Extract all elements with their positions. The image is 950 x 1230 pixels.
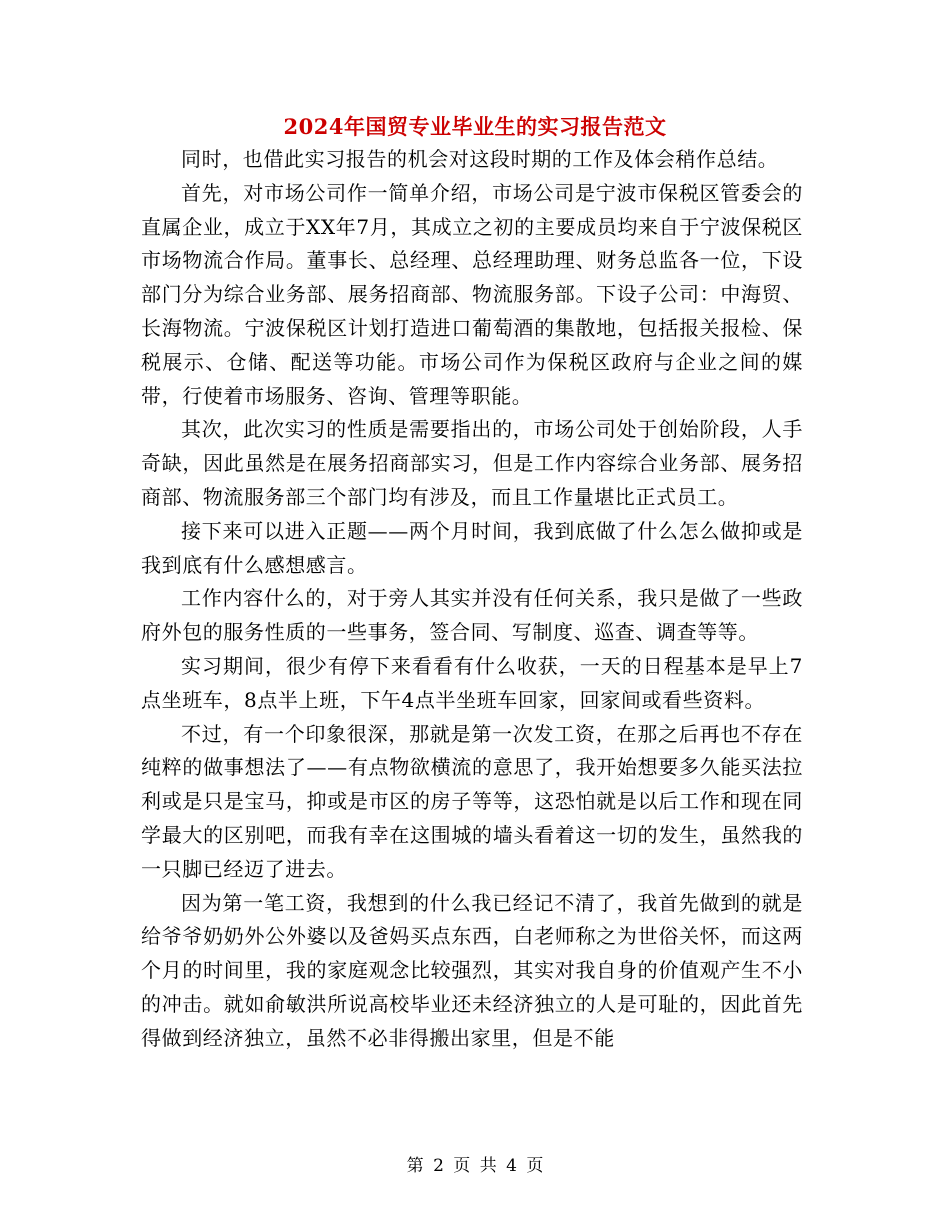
paragraph: 工作内容什么的，对于旁人其实并没有任何关系，我只是做了一些政府外包的服务性质的一些事务，签合同、写制度、巡查、调查等等。 — [141, 586, 803, 645]
paragraph: 不过，有一个印象很深，那就是第一次发工资，在那之后再也不存在纯粹的做事想法了——有点物欲横流的意思了，我开始想要多久能买法拉利或是只是宝马，抑或是市区的房子等等，这恐怕就是以后工作和现在同学最大的区别吧，而我有幸在这围城的墙头看着这一切的发生，虽然我的一只脚已经迈了进去。 — [141, 721, 803, 881]
document-body — [141, 143, 803, 1056]
paragraph: 因为第一笔工资，我想到的什么我已经记不清了，我首先做到的就是给爷爷奶奶外公外婆以及爸妈买点东西，白老师称之为世俗关怀，而这两个月的时间里，我的家庭观念比较强烈，其实对我自身的价值观产生不小的冲击。就如俞敏洪所说高校毕业还未经济独立的人是可耻的，因此首先得做到经济独立，虽然不必非得搬出家里，但是不能 — [141, 890, 803, 1050]
document-title: 2024年国贸专业毕业生的实习报告范文 — [283, 114, 667, 139]
paragraph: 其次，此次实习的性质是需要指出的，市场公司处于创始阶段，人手奇缺，因此虽然是在展务招商部实习，但是工作内容综合业务部、展务招商部、物流服务部三个部门均有涉及，而且工作量堪比正式员工。 — [141, 417, 803, 509]
paragraph: 同时，也借此实习报告的机会对这段时期的工作及体会稍作总结。 — [181, 147, 779, 171]
paragraph: 实习期间，很少有停下来看看有什么收获，一天的日程基本是早上7点坐班车，8点半上班，下午4点半坐班车回家，回家间或看些资料。 — [141, 653, 803, 712]
page-footer: 第 2 页 共 4 页 — [406, 1156, 544, 1176]
paragraph: 接下来可以进入正题——两个月时间，我到底做了什么怎么做抑或是我到底有什么感想感言。 — [141, 518, 803, 577]
paragraph: 首先，对市场公司作一简单介绍，市场公司是宁波市保税区管委会的直属企业，成立于XX年7月，其成立之初的主要成员均来自于宁波保税区市场物流合作局。董事长、总经理、总经理助理、财务总监各一位，下设部门分为综合业务部、展务招商部、物流服务部。下设子公司：中海贸、长海物流。宁波保税区计划打造进口葡萄酒的集散地，包括报关报检、保税展示、仓储、配送等功能。市场公司作为保税区政府与企业之间的媒带，行使着市场服务、咨询、管理等职能。 — [141, 180, 803, 408]
